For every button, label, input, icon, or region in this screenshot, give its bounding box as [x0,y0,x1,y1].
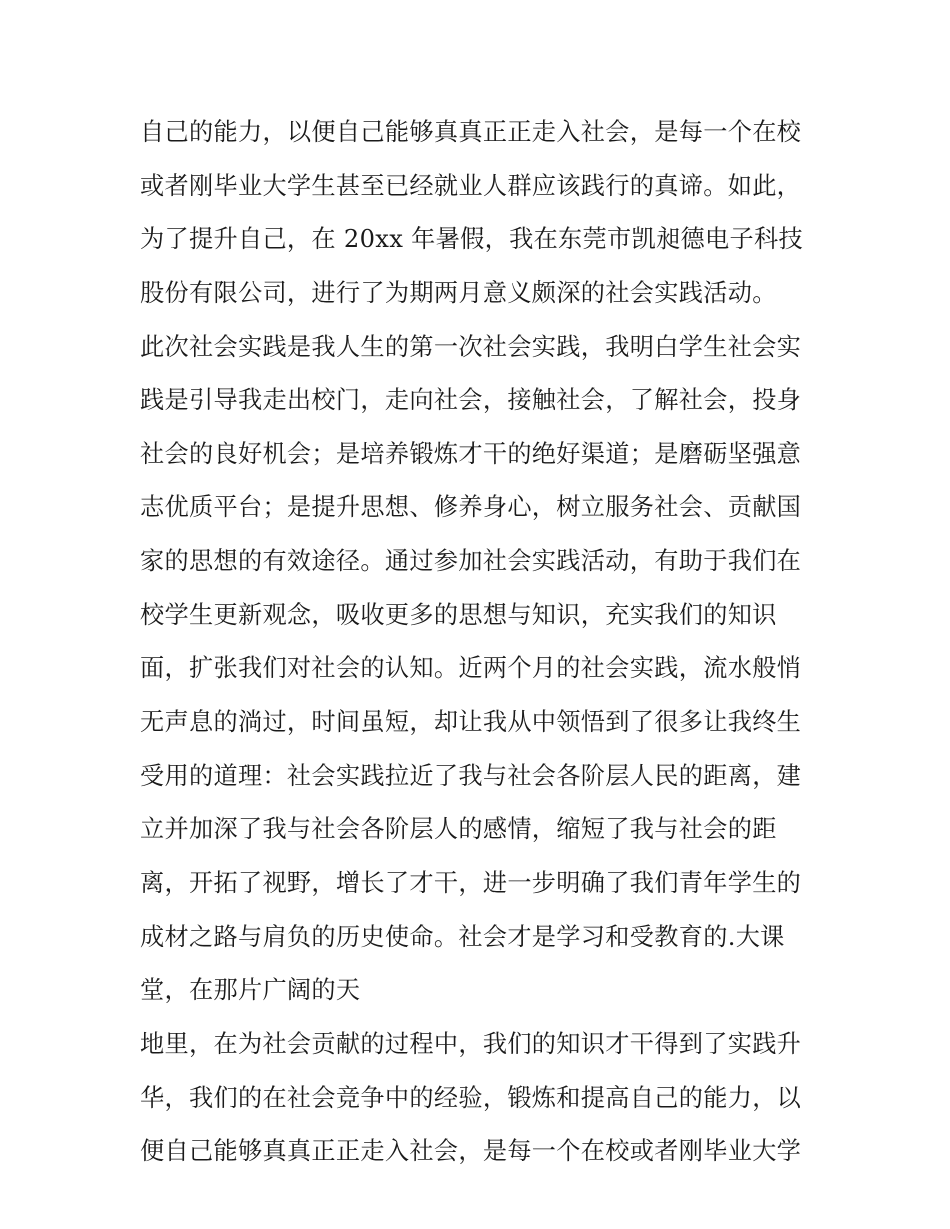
text-line: 堂，在那片广阔的天 [140,976,361,1005]
text-line: 股份有限公司，进行了为期两月意义颇深的社会实践活动。 [140,278,777,307]
text-line: 校学生更新观念，吸收更多的思想与知识，充实我们的知识 [140,600,777,629]
text-line: 志优质平台；是提升思想、修养身心，树立服务社会、贡献国 [140,493,802,522]
body-text [140,109,830,1182]
text-line: 自己的能力，以便自己能够真真正正走入社会，是每一个在校 [140,118,802,146]
text-line: 社会的良好机会；是培养锻炼才干的绝好渠道；是磨砺坚强意 [140,439,802,468]
text-line: 面，扩张我们对社会的认知。近两个月的社会实践，流水般悄 [140,654,802,683]
text-line: 此次社会实践是我人生的第一次社会实践，我明白学生社会实 [140,332,802,361]
text-line: 地里，在为社会贡献的过程中，我们的知识才干得到了实践升 [140,1029,802,1058]
text-line: 立并加深了我与社会各阶层人的感情，缩短了我与社会的距 [140,815,777,844]
text-line: 离，开拓了视野，增长了才干，进一步明确了我们青年学生的 [140,868,802,897]
text-line: 或者刚毕业大学生甚至已经就业人群应该践行的真谛。如此， [140,171,802,200]
text-line: 华，我们的在社会竞争中的经验，锻炼和提高自己的能力，以 [140,1083,802,1112]
text-line: 家的思想的有效途径。通过参加社会实践活动，有助于我们在 [140,547,802,576]
text-line: 便自己能够真真正正走入社会，是每一个在校或者刚毕业大学 [140,1137,802,1166]
text-line: 践是引导我走出校门，走向社会，接触社会，了解社会，投身 [140,386,802,415]
text-line: 为了提升自己，在 20xx 年暑假，我在东莞市凯昶德电子科技 [140,225,803,254]
text-line: 无声息的淌过，时间虽短，却让我从中领悟到了很多让我终生 [140,708,802,737]
text-line: 成材之路与肩负的历史使命。社会才是学习和受教育的.大课 [140,922,785,951]
text-line: 受用的道理：社会实践拉近了我与社会各阶层人民的距离，建 [140,761,802,790]
